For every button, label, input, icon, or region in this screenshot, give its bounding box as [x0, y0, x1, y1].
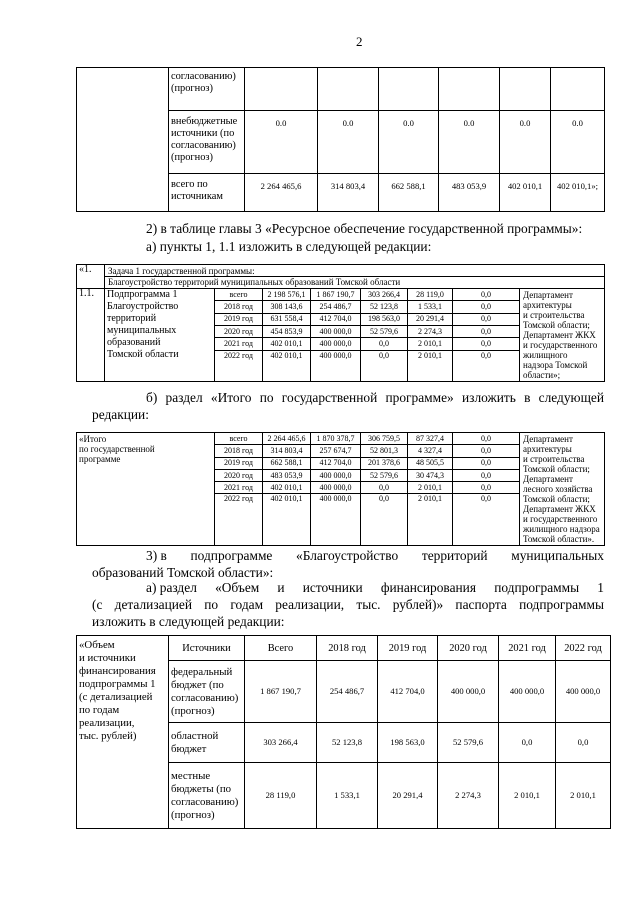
paragraph-item-3-line1: [146, 548, 604, 564]
task-title: Задача 1 государственной программы:: [105, 266, 604, 277]
value-cell: [379, 68, 439, 111]
paragraph-item-2: 2) в таблице главы 3 «Ресурсное обеспечение государственной программы»:: [146, 221, 583, 236]
value-cell: 0,0: [453, 325, 520, 337]
value-cell: 48 505,5: [408, 457, 453, 469]
value-cell: 30 474,3: [408, 469, 453, 481]
value-cell: 1 533,1: [317, 763, 378, 829]
text-fragment: 3) в: [146, 548, 167, 563]
column-header: Всего: [245, 636, 317, 661]
text-fragment: «Благоустройство: [296, 548, 399, 563]
value-cell: 400 000,0: [311, 325, 361, 337]
text-fragment: финансирования: [380, 580, 477, 595]
source-label: согласованию) (прогноз): [169, 68, 245, 111]
source-label: федеральный бюджет (по согласованию) (прогноз): [169, 661, 245, 723]
value-cell: 0.0: [318, 111, 379, 174]
value-cell: [318, 68, 379, 111]
task-description: Благоустройство территорий муниципальных образований Томской области: [108, 277, 401, 287]
value-cell: 402 010,1: [263, 482, 311, 494]
source-label: всего по источникам: [169, 174, 245, 212]
value-cell: 0,0: [453, 289, 520, 301]
value-cell: 52 579,6: [361, 469, 408, 481]
value-cell: 0,0: [556, 723, 611, 763]
value-cell: 662 588,1: [379, 174, 439, 212]
value-cell: 0,0: [453, 338, 520, 350]
text-fragment: территорий: [421, 548, 488, 563]
text-fragment: и: [277, 580, 285, 595]
value-cell: 400 000,0: [311, 494, 361, 546]
value-cell: 254 486,7: [317, 661, 378, 723]
paragraph-item-3a-line1: [146, 580, 604, 596]
value-cell: 412 704,0: [311, 313, 361, 325]
value-cell: 314 803,4: [318, 174, 379, 212]
table-program-total: [76, 432, 605, 546]
table-row: [77, 68, 605, 111]
value-cell: 52 123,8: [317, 723, 378, 763]
department-cell: Департамент архитектуры и строительства Томской области; Департамент лесного хозяйства Томской области; Департамент ЖКХ и государственного жилищного надзора Томской области».: [520, 433, 605, 546]
value-cell: 402 010,1: [263, 350, 311, 381]
department-cell: Департамент архитектуры и строительства Томской области; Департамент ЖКХ и государственного жилищного надзора Томской области»;: [520, 289, 605, 382]
year-cell: 2021 год: [215, 338, 263, 350]
table-header-row: [77, 636, 611, 661]
value-cell: [245, 68, 318, 111]
value-cell: 303 266,4: [245, 723, 317, 763]
paragraph-item-3-line2: образований Томской области»:: [92, 565, 274, 580]
value-cell: 198 563,0: [378, 723, 438, 763]
total-label: «Итого по государственной программе: [77, 433, 215, 546]
value-cell: 4 327,4: [408, 445, 453, 457]
value-cell: [500, 68, 551, 111]
table-row: [77, 433, 605, 445]
value-cell: 2 010,1: [408, 350, 453, 381]
table-resource-provision-items: [76, 264, 605, 382]
year-cell: 2019 год: [215, 457, 263, 469]
value-cell: 254 486,7: [311, 301, 361, 313]
text-fragment: муниципальных: [511, 548, 604, 563]
value-cell: 454 853,9: [263, 325, 311, 337]
value-cell: 0.0: [245, 111, 318, 174]
value-cell: 0,0: [361, 350, 408, 381]
value-cell: 412 704,0: [311, 457, 361, 469]
row-number: «1.: [77, 265, 105, 289]
column-header: 2019 год: [378, 636, 438, 661]
value-cell: 52 579,6: [361, 325, 408, 337]
value-cell: 2 274,3: [408, 325, 453, 337]
year-cell: всего: [215, 433, 263, 445]
text-fragment: подпрограмме: [190, 548, 273, 563]
value-cell: 2 010,1: [408, 494, 453, 546]
value-cell: 0,0: [453, 433, 520, 445]
value-cell: 308 143,6: [263, 301, 311, 313]
value-cell: 483 053,9: [439, 174, 500, 212]
value-cell: 314 803,4: [263, 445, 311, 457]
value-cell: 0.0: [439, 111, 500, 174]
value-cell: 400 000,0: [556, 661, 611, 723]
value-cell: 400 000,0: [311, 482, 361, 494]
paragraph-item-2b-line2: редакции:: [92, 407, 149, 422]
value-cell: 52 123,8: [361, 301, 408, 313]
year-cell: 2020 год: [215, 325, 263, 337]
value-cell: 2 264 465,6: [245, 174, 318, 212]
value-cell: [551, 68, 605, 111]
value-cell: 2 010,1: [556, 763, 611, 829]
value-cell: 0,0: [453, 482, 520, 494]
value-cell: 0,0: [361, 494, 408, 546]
year-cell: 2021 год: [215, 482, 263, 494]
value-cell: 1 870 378,7: [311, 433, 361, 445]
table-sources-continuation: [76, 67, 605, 212]
value-cell: 0,0: [453, 469, 520, 481]
year-cell: всего: [215, 289, 263, 301]
paragraph-item-3a-line3: изложить в следующей редакции:: [92, 614, 285, 629]
task-cell: [105, 265, 605, 289]
value-cell: 201 378,6: [361, 457, 408, 469]
value-cell: 631 558,4: [263, 313, 311, 325]
column-header: 2018 год: [317, 636, 378, 661]
year-cell: 2022 год: [215, 350, 263, 381]
year-cell: 2020 год: [215, 469, 263, 481]
value-cell: 20 291,4: [408, 313, 453, 325]
value-cell: 0.0: [500, 111, 551, 174]
financing-label: «Объем и источники финансирования подпрограммы 1 (с детализацией по годам реализации, тыс. рублей): [77, 636, 169, 829]
value-cell: 2 198 576,1: [263, 289, 311, 301]
value-cell: 0.0: [379, 111, 439, 174]
value-cell: 1 867 190,7: [245, 661, 317, 723]
value-cell: 400 000,0: [311, 469, 361, 481]
value-cell: 0,0: [453, 301, 520, 313]
paragraph-item-3a-line2: (с детализацией по годам реализации, тыс. рублей)» паспорта подпрограммы: [92, 597, 604, 612]
value-cell: 0.0: [551, 111, 605, 174]
year-cell: 2019 год: [215, 313, 263, 325]
value-cell: 0,0: [453, 350, 520, 381]
value-cell: 0,0: [361, 338, 408, 350]
value-cell: 0,0: [453, 445, 520, 457]
value-cell: 20 291,4: [378, 763, 438, 829]
value-cell: 412 704,0: [378, 661, 438, 723]
paragraph-item-2a: а) пункты 1, 1.1 изложить в следующей редакции:: [146, 239, 432, 254]
value-cell: 303 266,4: [361, 289, 408, 301]
value-cell: 400 000,0: [311, 338, 361, 350]
year-cell: 2018 год: [215, 301, 263, 313]
value-cell: 2 010,1: [408, 482, 453, 494]
column-header: 2021 год: [499, 636, 556, 661]
value-cell: 28 119,0: [245, 763, 317, 829]
value-cell: 257 674,7: [311, 445, 361, 457]
table-row: [77, 265, 605, 289]
source-label: местные бюджеты (по согласованию) (прогноз): [169, 763, 245, 829]
year-cell: 2018 год: [215, 445, 263, 457]
value-cell: 2 010,1: [499, 763, 556, 829]
value-cell: 400 000,0: [311, 350, 361, 381]
value-cell: 402 010,1»;: [551, 174, 605, 212]
value-cell: 0,0: [453, 457, 520, 469]
value-cell: 400 000,0: [438, 661, 499, 723]
value-cell: 2 010,1: [408, 338, 453, 350]
value-cell: 662 588,1: [263, 457, 311, 469]
row-number: 1.1.: [77, 289, 105, 382]
value-cell: 400 000,0: [499, 661, 556, 723]
text-fragment: подпрограммы: [494, 580, 580, 595]
source-label: внебюджетные источники (по согласованию) (прогноз): [169, 111, 245, 174]
value-cell: 28 119,0: [408, 289, 453, 301]
value-cell: 198 563,0: [361, 313, 408, 325]
value-cell: 52 579,6: [438, 723, 499, 763]
value-cell: 52 801,3: [361, 445, 408, 457]
column-header: 2020 год: [438, 636, 499, 661]
text-fragment: 1: [597, 580, 604, 595]
value-cell: 0,0: [499, 723, 556, 763]
text-fragment: «Объем: [215, 580, 260, 595]
year-cell: 2022 год: [215, 494, 263, 546]
value-cell: 87 327,4: [408, 433, 453, 445]
value-cell: [439, 68, 500, 111]
value-cell: 483 053,9: [263, 469, 311, 481]
value-cell: 2 274,3: [438, 763, 499, 829]
column-header: Источники: [169, 636, 245, 661]
value-cell: 402 010,1: [263, 494, 311, 546]
value-cell: 0,0: [453, 313, 520, 325]
source-label: областной бюджет: [169, 723, 245, 763]
subprogram-name: Подпрограмма 1 Благоустройство территорий муниципальных образований Томской области: [105, 289, 215, 382]
table-left-empty-cell: [77, 68, 169, 212]
value-cell: 2 264 465,6: [263, 433, 311, 445]
value-cell: 402 010,1: [500, 174, 551, 212]
text-fragment: а) раздел: [146, 580, 197, 595]
column-header: 2022 год: [556, 636, 611, 661]
value-cell: 0,0: [361, 482, 408, 494]
page-number: 2: [356, 34, 363, 49]
value-cell: 402 010,1: [263, 338, 311, 350]
value-cell: 0,0: [453, 494, 520, 546]
table-row: [77, 289, 605, 301]
table-subprogram-financing: [76, 635, 611, 829]
value-cell: 306 759,5: [361, 433, 408, 445]
value-cell: 1 867 190,7: [311, 289, 361, 301]
paragraph-item-2b-line1: б) раздел «Итого по государственной программе» изложить в следующей: [146, 390, 604, 405]
value-cell: 1 533,1: [408, 301, 453, 313]
text-fragment: источники: [302, 580, 363, 595]
